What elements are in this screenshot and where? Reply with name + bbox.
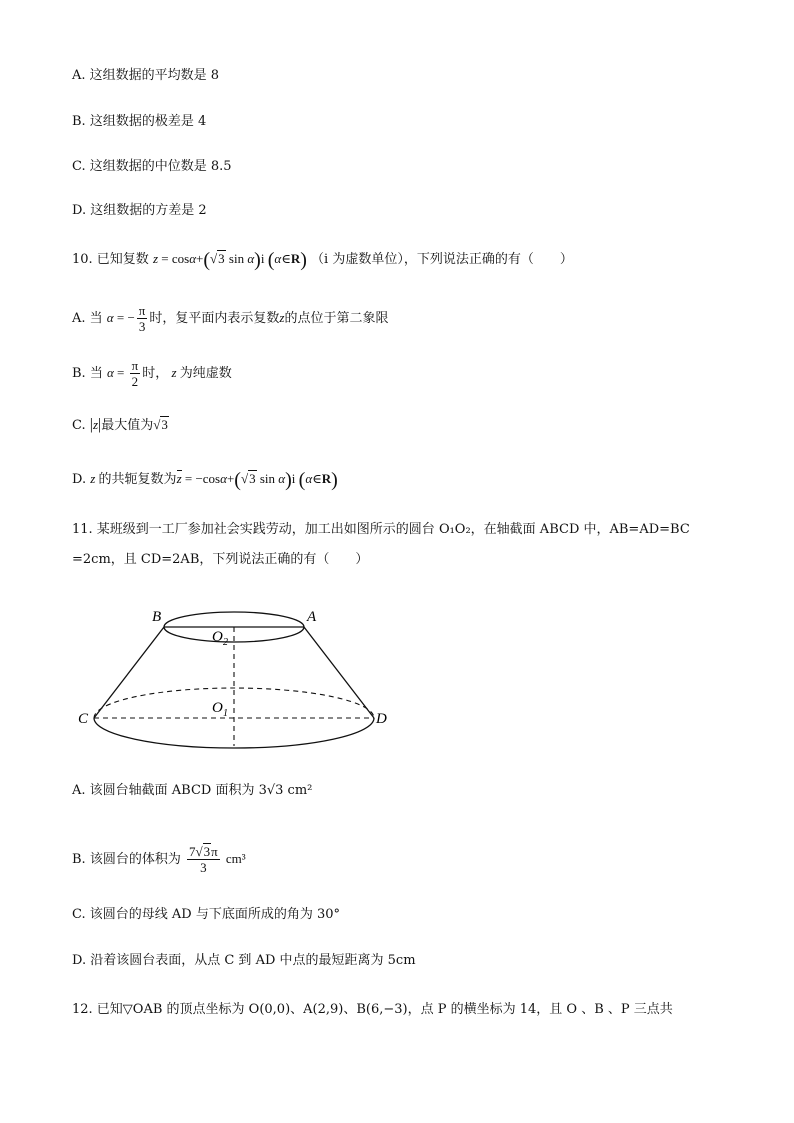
q10-stem-end: （i 为虚数单位），下列说法正确的有（ ）	[311, 252, 573, 267]
label-o1-sub: 1	[223, 708, 228, 719]
q10-a-prefix: A. 当	[72, 311, 103, 326]
q10-stem-start: 10. 已知复数	[72, 252, 149, 267]
q10-c-suffix: 最大值为	[101, 418, 154, 433]
q9-option-d: D. 这组数据的方差是 2	[72, 203, 207, 218]
q11-stem-line2: =2cm，且 CD=2AB，下列说法正确的有（ ）	[72, 552, 369, 567]
q10-option-c: C. |z|最大值为√3	[72, 416, 168, 433]
frustum-figure	[72, 600, 402, 755]
q11-option-a: A. 该圆台轴截面 ABCD 面积为 3√3 cm²	[72, 783, 313, 798]
label-c: C	[78, 711, 89, 727]
label-d: D	[376, 711, 387, 727]
label-o2: O	[212, 629, 223, 645]
q10-b-prefix: B. 当	[72, 366, 103, 381]
q10-c-prefix: C.	[72, 418, 86, 433]
q10-option-a: A. 当 α = − $\frac{\pi}{3}$ 时，复平面内表示复数z的点位于第二象限	[72, 303, 389, 334]
fraction-7sqrt3pi-3: $\frac{7√3\pi}{3}$	[188, 844, 218, 875]
q10-b-suffix: 时，	[142, 366, 169, 381]
q11-stem-line1: 11. 某班级到一工厂参加社会实践劳动，加工出如图所示的圆台 O₁O₂，在轴截面 ABCD 中，AB=AD=BC	[72, 522, 690, 537]
label-a: A	[307, 609, 317, 625]
bottom-ellipse-front	[94, 718, 374, 748]
q9-option-c: C. 这组数据的中位数是 8.5	[72, 159, 232, 174]
q10-d-mid: 的共轭复数为	[98, 472, 177, 487]
label-b: B	[152, 609, 162, 625]
q10-a-suffix: 时，复平面内表示复数	[149, 311, 280, 326]
q9-option-b: B. 这组数据的极差是 4	[72, 114, 207, 129]
generatrix-ad	[304, 627, 374, 718]
q11-option-d: D. 沿着该圆台表面，从点 C 到 AD 中点的最短距离为 5cm	[72, 953, 416, 968]
q11-b-prefix: B. 该圆台的体积为	[72, 852, 181, 867]
q11-option-c: C. 该圆台的母线 AD 与下底面所成的角为 30°	[72, 907, 340, 922]
label-o2-sub: 2	[223, 637, 228, 648]
q9-option-a: A. 这组数据的平均数是 8	[72, 68, 220, 83]
q10-formula: z = cosα+(√3 sin α)i (α∈R)	[152, 249, 307, 271]
q10-stem	[72, 249, 573, 270]
q12-stem: 12. 已知▽OAB 的顶点坐标为 O(0,0)、A(2,9)、B(6,−3)，点 P 的横坐标为 14，且 O 、B 、P 三点共	[72, 1002, 673, 1017]
q10-d-prefix: D.	[72, 472, 87, 487]
q10-option-d: D. z 的共轭复数为z = −cosα+(√3 sin α)i (α∈R)	[72, 469, 338, 491]
q11-b-unit: cm³	[225, 851, 246, 866]
label-o1: O	[212, 700, 223, 716]
generatrix-bc	[94, 627, 164, 718]
q10-b-tail: 为纯虚数	[179, 366, 232, 381]
q10-a-tail: 的点位于第二象限	[284, 311, 389, 326]
q11-option-b	[72, 844, 246, 875]
q10-option-b: B. 当 α = $\frac{\pi}{2}$ 时， z 为纯虚数	[72, 358, 232, 389]
fraction-pi-2: $\frac{\pi}{2}$	[131, 358, 139, 389]
fraction-pi-3: $\frac{\pi}{3}$	[138, 303, 146, 334]
